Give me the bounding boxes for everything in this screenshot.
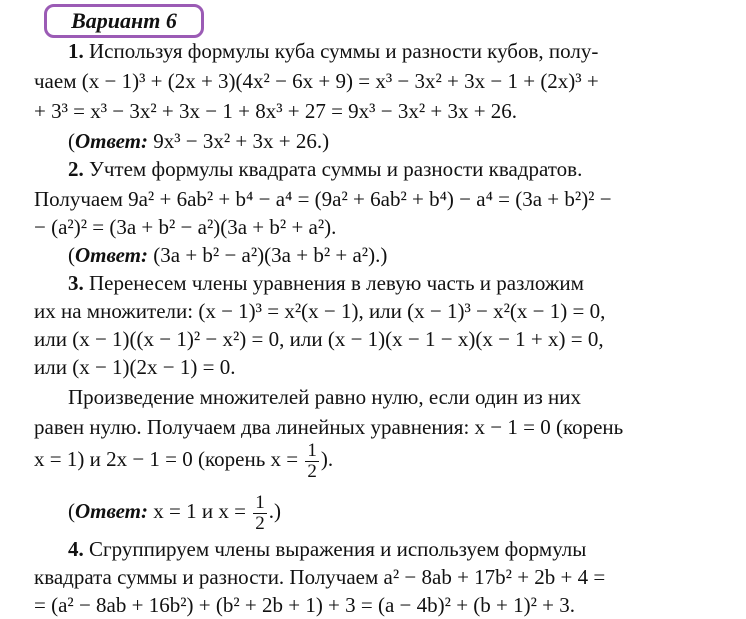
problem-3-line-6: равен нулю. Получаем два линейных уравнения: x − 1 = 0 (корень [34,415,624,439]
problem-4-line-1 [68,536,586,562]
fraction-one-half [305,441,319,482]
problem-4-number: 4. [68,537,84,561]
answer-2 [68,242,387,268]
answer-1-text: 9x³ − 3x² + 3x + 26.) [148,129,330,153]
problem-1-line-3: + 3³ = x³ − 3x² + 3x − 1 + 8x³ + 27 = 9x³ − 3x² + 3x + 26. [34,99,518,123]
problem-2-line-3: − (a²)² = (3a + b² − a²)(3a + b² + a²). [34,215,337,239]
problem-2-number: 2. [68,157,84,181]
problem-1-number: 1. [68,39,84,63]
problem-3-line-7 [34,436,333,482]
problem-3-line-2: их на множители: (x − 1)³ = x²(x − 1), или (x − 1)³ − x²(x − 1) = 0, [34,299,606,323]
problem-4-text: Сгруппируем члены выражения и используем формулы [83,537,587,561]
problem-2-line-2: Получаем 9a² + 6ab² + b⁴ − a⁴ = (9a² + 6ab² + b⁴) − a⁴ = (3a + b²)² − [34,187,612,211]
problem-4-line-2: квадрата суммы и разности. Получаем a² − 8ab + 17b² + 2b + 4 = [34,565,606,589]
problem-1-text: Используя формулы куба суммы и разности кубов, полу- [83,39,599,63]
problem-3-line-3: или (x − 1)((x − 1)² − x²) = 0, или (x − 1)(x − 1 − x)(x − 1 + x) = 0, [34,327,604,351]
problem-3-number: 3. [68,271,84,295]
answer-2-text: (3a + b² − a²)(3a + b² + a²).) [148,243,388,267]
fraction-one-half [253,493,267,534]
problem-2-line-1 [68,156,582,182]
answer-1-label: Ответ: [75,129,148,153]
answer-1-open: ( [68,129,75,153]
problem-1-line-2: чаем (x − 1)³ + (2x + 3)(4x² − 6x + 9) = x³ − 3x² + 3x − 1 + (2x)³ + [34,69,599,93]
problem-3-line-5: Произведение множителей равно нулю, если один из них [68,385,582,409]
answer-3-pre: x = 1 и x = [148,499,252,523]
answer-3 [68,488,281,534]
problem-3-line-1 [68,270,584,296]
fraction-numerator: 1 [307,439,317,461]
problem-1-line-1 [68,38,598,64]
problem-4-line-3: = (a² − 8ab + 16b²) + (b² + 2b + 1) + 3 = (a − 4b)² + (b + 1)² + 3. [34,593,576,617]
problem-2-text: Учтем формулы квадрата суммы и разности квадратов. [83,157,583,181]
fraction-denominator: 2 [307,460,317,482]
answer-3-open: ( [68,499,75,523]
problem-3-line-7-post: ). [320,447,334,471]
problem-3-text: Перенесем члены уравнения в левую часть и разложим [83,271,584,295]
answer-3-label: Ответ: [75,499,148,523]
answer-2-open: ( [68,243,75,267]
fraction-denominator: 2 [255,512,265,534]
variant-title: Вариант 6 [71,8,177,33]
problem-3-line-4: или (x − 1)(2x − 1) = 0. [34,355,236,379]
answer-3-post: .) [268,499,281,523]
variant-badge [44,4,204,38]
fraction-numerator: 1 [255,491,265,513]
answer-1 [68,128,329,154]
answer-2-label: Ответ: [75,243,148,267]
problem-3-line-7-pre: x = 1) и 2x − 1 = 0 (корень x = [34,447,304,471]
